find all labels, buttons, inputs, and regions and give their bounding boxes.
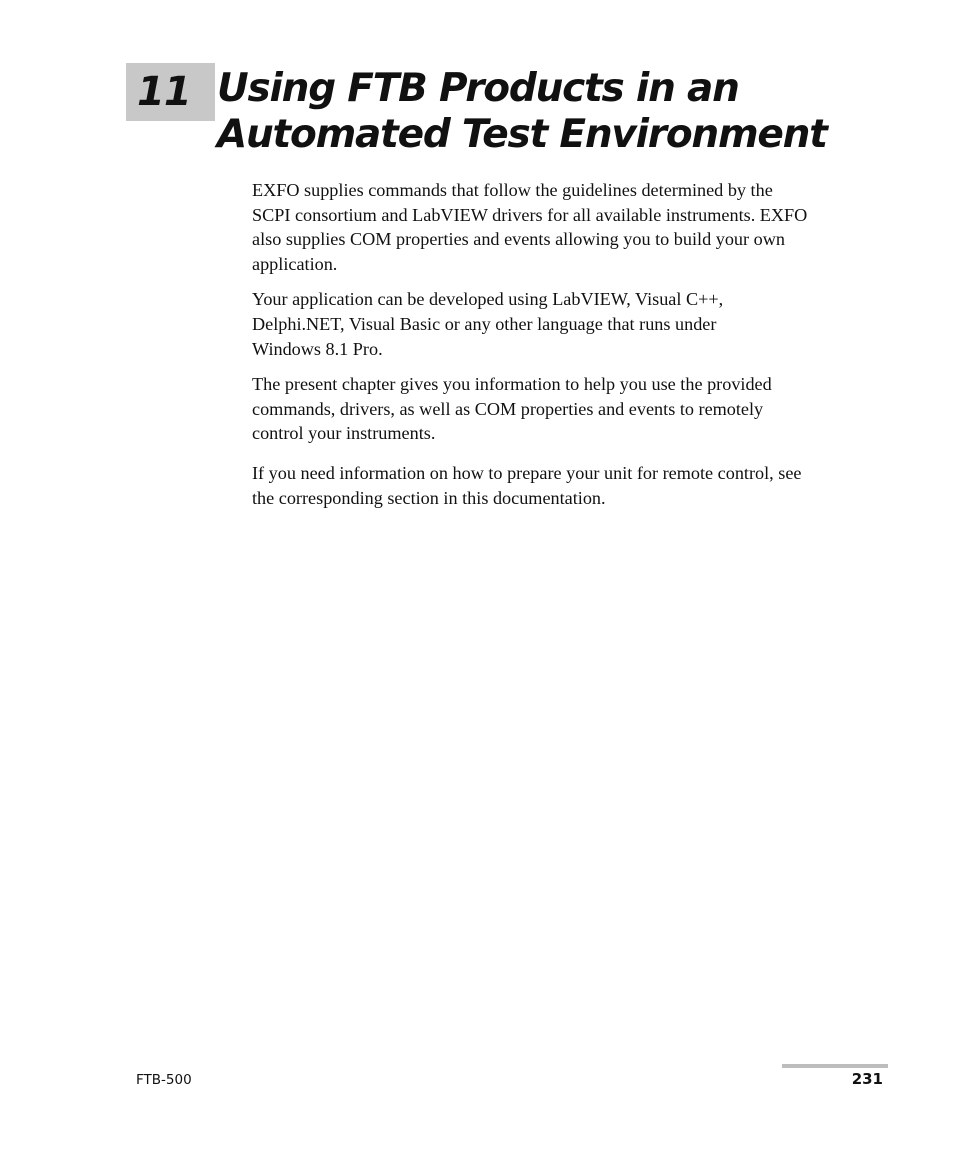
paragraph-line: EXFO supplies commands that follow the guidelines determined by the (252, 180, 773, 200)
paragraph-line: If you need information on how to prepare your unit for remote control, see (252, 462, 802, 483)
paragraph-line: SCPI consortium and LabVIEW drivers for all available instruments. EXFO (252, 204, 808, 225)
footer-product-name: FTB-500 (136, 1072, 192, 1088)
paragraph-line: application. (252, 253, 338, 274)
paragraph-line: the corresponding section in this documentation. (252, 487, 606, 508)
footer-rule (782, 1064, 888, 1068)
chapter-body (252, 178, 892, 521)
chapter-title (217, 66, 917, 158)
paragraph-chapter-scope (252, 372, 892, 446)
paragraph-line: control your instruments. (252, 423, 436, 444)
paragraph-line: Delphi.NET, Visual Basic or any other language that runs under (252, 313, 717, 334)
paragraph-line: Windows 8.1 Pro. (252, 338, 383, 359)
chapter-title-line-2: Automated Test Environment (217, 112, 827, 157)
footer-page-number: 231 (851, 1070, 883, 1088)
paragraph-line: Your application can be developed using LabVIEW, Visual C++, (252, 289, 724, 310)
chapter-number: 11 (137, 69, 191, 115)
paragraph-line: also supplies COM properties and events allowing you to build your own (252, 229, 785, 250)
paragraph-intro (252, 178, 892, 276)
paragraph-line: The present chapter gives you information to help you use the provided (252, 374, 772, 395)
chapter-title-line-1: Using FTB Products in an (217, 66, 739, 111)
paragraph-line: commands, drivers, as well as COM properties and events to remotely (252, 398, 764, 419)
paragraph-remote-control (252, 461, 892, 510)
paragraph-languages (252, 287, 892, 361)
